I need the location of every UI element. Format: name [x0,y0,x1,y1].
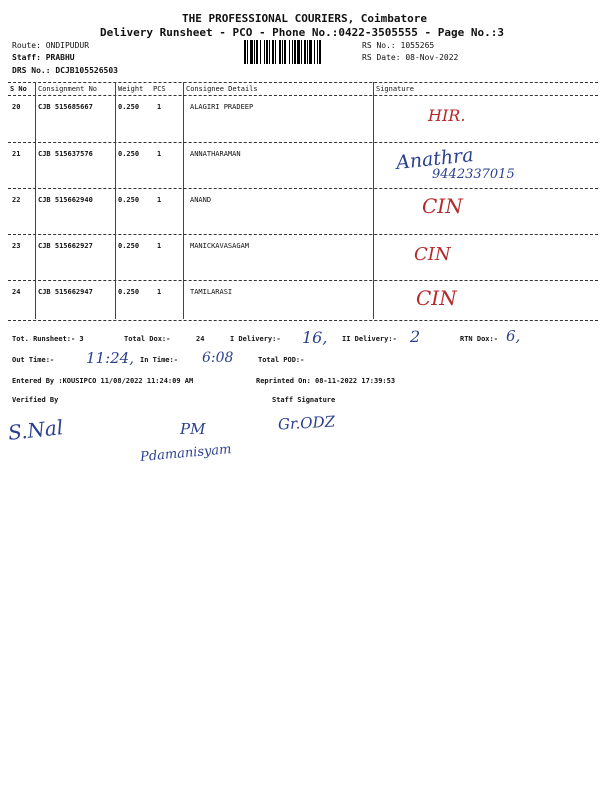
runsheet-subtitle: Delivery Runsheet - PCO - Phone No.:0422-3505555 - Page No.:3 [100,26,504,39]
row-sno: 22 [12,196,21,204]
table-header-rule [8,95,598,96]
row-signature: CIN [414,244,451,265]
row-phone: 9442337015 [432,167,515,182]
verifier-signature: S.Nal [6,415,65,445]
row-pcs: 1 [157,288,162,296]
total-pod-label: Total POD:- [258,356,305,364]
barcode [244,40,354,64]
row-consignee: ANAND [190,196,212,204]
row-rule [8,188,598,189]
rtn-dox-label: RTN Dox:- [460,335,498,343]
staff-signature-label: Staff Signature [272,396,336,404]
table-top-rule [8,82,598,83]
barcode-graphic [244,40,354,64]
i-delivery-value: 16, [302,328,328,347]
rs-no-label: RS No.: 1055265 [362,41,435,50]
col-header-consignment: Consignment No [38,85,98,93]
col-header-signature: Signature [376,85,414,93]
staff-signature-mark: PM [180,420,206,438]
col-divider [115,82,116,319]
row-consignment: CJB 515685667 [38,103,93,111]
row-signature: Anathra [395,144,475,174]
row-pcs: 1 [157,242,162,250]
entered-by: Entered By :KOUSIPCO 11/08/2022 11:24:09 AM [12,377,194,385]
row-rule [8,234,598,235]
row-weight: 0.250 [118,242,140,250]
col-header-pcs: PCS [153,85,166,93]
row-signature: CIN [422,194,463,218]
row-pcs: 1 [157,150,162,158]
row-consignee: ANNATHARAMAN [190,150,241,158]
row-consignment: CJB 515662927 [38,242,93,250]
row-sno: 21 [12,150,21,158]
staff-signature-right: Gr.ODZ [277,412,336,434]
staff-label: Staff: PRABHU [12,53,75,62]
out-time-label: Out Time:- [12,356,55,364]
col-header-sno: S No [10,85,27,93]
col-header-consignee: Consignee Details [186,85,258,93]
staff-signature-name: Pdamanisyam [139,442,233,465]
col-divider [373,82,374,319]
row-consignee: TAMILARASI [190,288,233,296]
col-divider [183,82,184,319]
reprinted-on: Reprinted On: 08-11-2022 17:39:53 [256,377,396,385]
row-consignment: CJB 515662947 [38,288,93,296]
ii-delivery-value: 2 [410,327,421,346]
drs-label: DRS No.: DCJB105526503 [12,66,118,75]
ii-delivery-label: II Delivery:- [342,335,397,343]
in-time-value: 6:08 [202,350,234,366]
row-weight: 0.250 [118,288,140,296]
row-rule [8,280,598,281]
row-weight: 0.250 [118,150,140,158]
row-consignment: CJB 515662940 [38,196,93,204]
row-consignee: ALAGIRI PRADEEP [190,103,254,111]
rs-date-label: RS Date: 08-Nov-2022 [362,53,459,62]
col-header-weight: Weight [118,85,144,93]
table-bottom-rule [8,320,598,321]
row-consignee: MANICKAVASAGAM [190,242,250,250]
rtn-dox-value: 6, [506,327,521,345]
tot-runsheet: Tot. Runsheet:- 3 [12,335,84,343]
total-dox-label: Total Dox:- [124,335,171,343]
out-time-value: 11:24, [86,349,134,367]
row-sno: 24 [12,288,21,296]
company-title: THE PROFESSIONAL COURIERS, Coimbatore [182,12,428,25]
row-pcs: 1 [157,196,162,204]
row-sno: 20 [12,103,21,111]
i-delivery-label: I Delivery:- [230,335,281,343]
row-weight: 0.250 [118,196,140,204]
row-weight: 0.250 [118,103,140,111]
row-signature: HIR. [428,106,466,125]
row-signature: CIN [416,286,457,310]
row-sno: 23 [12,242,21,250]
row-consignment: CJB 515637576 [38,150,93,158]
route-label: Route: ONDIPUDUR [12,41,90,50]
total-dox-value: 24 [196,335,205,343]
in-time-label: In Time:- [140,356,178,364]
row-rule [8,142,598,143]
verified-by-label: Verified By [12,396,59,404]
row-pcs: 1 [157,103,162,111]
col-divider [35,82,36,319]
